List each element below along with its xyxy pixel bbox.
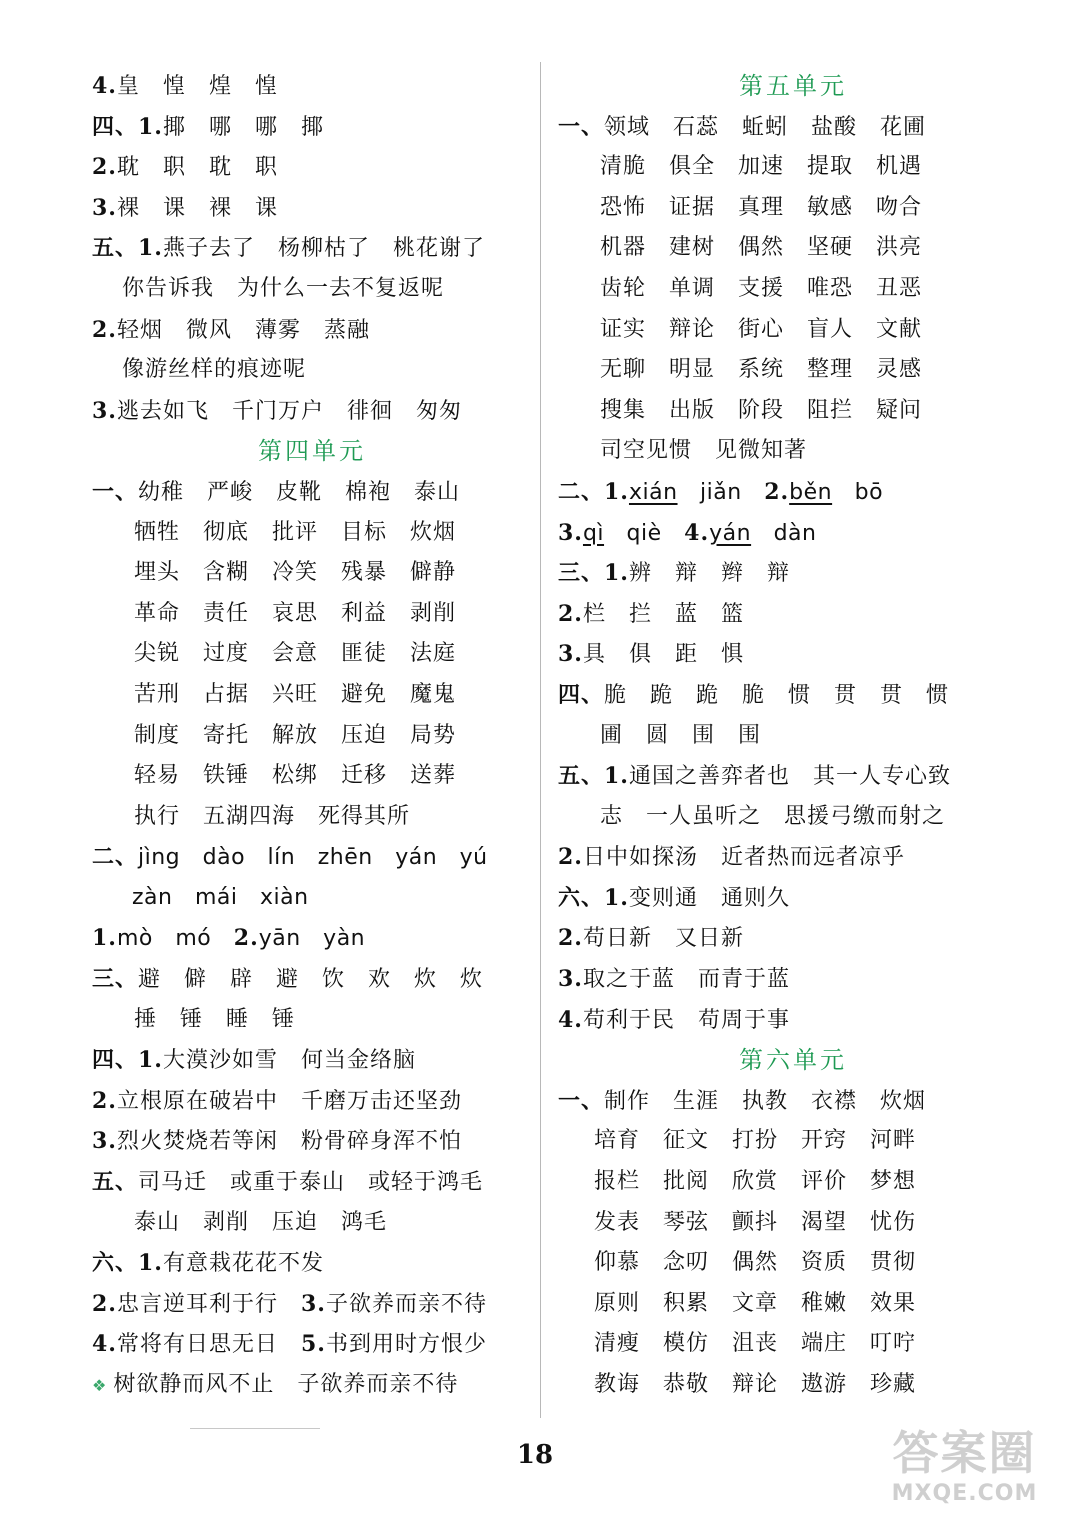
- answer-line: [558, 756, 1028, 797]
- answer-line: [92, 66, 532, 107]
- answer-text: 立根原在破岩中 千磨万击还坚劲: [116, 1088, 462, 1114]
- answer-line: [92, 1162, 532, 1203]
- answer-text: 树欲静而风不止 子欲养而亲不待: [113, 1372, 459, 1397]
- answer-line: [558, 1081, 1028, 1122]
- answer-text: 幼稚 严峻 皮靴 棉袍 泰山: [138, 479, 461, 505]
- answer-text: 栏 拦 蓝 篮: [582, 601, 744, 627]
- question-number: 六、1.: [92, 1250, 163, 1277]
- answer-text: jìng dào lín zhēn yán yú: [138, 845, 488, 871]
- answer-line: [558, 675, 1028, 716]
- answer-text: 你告诉我 为什么一去不复返呢: [122, 275, 445, 301]
- answer-text: 搜集 出版 阶段 阻拦 疑问: [600, 397, 923, 423]
- answer-line: [558, 634, 1028, 675]
- question-number: 4.: [558, 1006, 583, 1033]
- answer-line: [558, 837, 1028, 878]
- answer-line: [92, 837, 532, 878]
- answer-line: [92, 1081, 532, 1122]
- answer-text: 常将有日思无日: [116, 1332, 301, 1358]
- underlined-answer: yán: [709, 520, 752, 546]
- column-divider: [540, 62, 541, 1418]
- answer-text: jiǎn: [677, 479, 765, 505]
- question-number: 2.: [92, 316, 117, 343]
- answer-line: [92, 350, 532, 391]
- watermark-logo: [877, 1425, 1052, 1520]
- question-number: 2.: [92, 1290, 117, 1317]
- answer-line: [92, 959, 532, 1000]
- answer-line: [558, 350, 1028, 391]
- answer-text: 仰慕 念叨 偶然 资质 贯彻: [594, 1250, 917, 1276]
- answer-line: [92, 716, 532, 757]
- answer-line: [558, 188, 1028, 229]
- answer-text: 志 一人虽听之 思援弓缴而射之: [600, 803, 946, 829]
- answer-line: [92, 1203, 532, 1244]
- answer-text: 逃去如飞 千门万户 徘徊 匆匆: [116, 398, 462, 424]
- answer-line: [558, 1243, 1028, 1284]
- question-number: 1.: [92, 925, 117, 952]
- answer-text: 尖锐 过度 会意 匪徒 法庭: [134, 641, 457, 667]
- question-number: 四、1.: [92, 113, 163, 140]
- question-number: 二、: [92, 844, 139, 871]
- answer-text: 发表 琴弦 颤抖 渴望 忧伤: [594, 1209, 917, 1235]
- question-number: 一、: [92, 478, 139, 505]
- question-number: 3.: [558, 519, 583, 546]
- answer-text: 避 僻 辟 避 饮 欢 炊 炊: [138, 967, 484, 993]
- answer-text: 制度 寄托 解放 压迫 局势: [134, 722, 457, 748]
- answer-text: 轻易 铁锤 松绑 迁移 送葬: [134, 763, 457, 789]
- answer-text: 通国之善弈者也 其一人专心致: [628, 764, 951, 790]
- answer-line: [92, 594, 532, 635]
- answer-line: [558, 228, 1028, 269]
- answer-text: 司马迁 或重于泰山 或轻于鸿毛: [138, 1170, 484, 1196]
- answer-text: 清瘦 模仿 沮丧 端庄 叮咛: [594, 1331, 917, 1357]
- answer-line: [92, 878, 532, 919]
- answer-line: [92, 188, 532, 229]
- watermark-logo-text: 答案圈: [892, 1426, 1037, 1480]
- answer-text: 揶 哪 哪 揶: [162, 114, 324, 140]
- answer-text: 机器 建树 偶然 坚硬 洪亮: [600, 235, 923, 261]
- question-number: 2.: [92, 1087, 117, 1114]
- answer-line: [558, 147, 1028, 188]
- answer-line: [558, 269, 1028, 310]
- question-number: 四、: [558, 681, 605, 708]
- answer-text: 大漠沙如雪 何当金络脑: [162, 1048, 416, 1074]
- question-number: 2.: [558, 844, 583, 871]
- answer-text: 捶 锤 睡 锤: [134, 1006, 296, 1032]
- answer-text: 日中如探汤 近者热而远者凉乎: [582, 845, 905, 871]
- answer-text: 制作 生涯 执教 衣襟 炊烟: [604, 1088, 927, 1114]
- answer-text: 轻烟 微风 薄雾 蒸融: [116, 317, 370, 343]
- answer-text: 恐怖 证据 真理 敏感 吻合: [600, 194, 923, 220]
- answer-text: 耽 职 耽 职: [116, 155, 278, 181]
- answer-line: [558, 1324, 1028, 1365]
- answer-line: [558, 310, 1028, 351]
- answer-line: [92, 1121, 532, 1162]
- question-number: 三、: [92, 966, 139, 993]
- answer-line: [558, 1162, 1028, 1203]
- answer-text: bō: [832, 479, 884, 505]
- answer-text: 齿轮 单调 支援 唯恐 丑恶: [600, 275, 923, 301]
- answer-line: [558, 1121, 1028, 1162]
- answer-line: [558, 1000, 1028, 1041]
- underlined-answer: běn: [789, 479, 833, 505]
- section-heading: 第四单元: [258, 437, 366, 466]
- answer-line: [558, 1365, 1028, 1406]
- answer-text: 变则通 通则久: [628, 885, 790, 911]
- answer-text: 司空见惯 见微知著: [600, 438, 808, 464]
- question-number: 3.: [92, 194, 117, 221]
- answer-line: [558, 594, 1028, 635]
- answer-line: [92, 918, 532, 959]
- answer-line: [558, 716, 1028, 757]
- question-number: 一、: [558, 1087, 605, 1114]
- underlined-answer: xián: [628, 479, 678, 505]
- question-number: 3.: [92, 397, 117, 424]
- answer-line: [558, 878, 1028, 919]
- answer-text: 报栏 批阅 欣赏 评价 梦想: [594, 1169, 917, 1195]
- question-number: 2.: [558, 925, 583, 952]
- question-number: 3.: [558, 966, 583, 993]
- answer-text: 苟利于民 苟周于事: [582, 1007, 790, 1033]
- answer-text: mò mó: [116, 926, 234, 952]
- answer-line: [558, 1203, 1028, 1244]
- answer-line: [558, 472, 1028, 513]
- answer-line: [558, 797, 1028, 838]
- answer-text: zàn mái xiàn: [132, 884, 309, 910]
- answer-text: 脆 跪 跪 脆 惯 贯 贯 惯: [604, 682, 950, 708]
- question-number: 一、: [558, 113, 605, 140]
- question-number: 六、1.: [558, 884, 629, 911]
- question-number: 3.: [92, 1128, 117, 1155]
- answer-text: 执行 五湖四海 死得其所: [134, 803, 411, 829]
- answer-line: [558, 553, 1028, 594]
- answer-line: [558, 513, 1028, 554]
- answer-text: 有意栽花花不发: [162, 1251, 324, 1277]
- answer-text: 教诲 恭敬 辩论 遨游 珍藏: [594, 1372, 917, 1397]
- answer-line: [92, 797, 532, 838]
- question-number: 三、1.: [558, 560, 629, 587]
- answer-text: 燕子去了 杨柳枯了 桃花谢了: [162, 236, 485, 262]
- answer-text: dàn: [751, 520, 817, 546]
- answer-text: 书到用时方恨少: [325, 1332, 487, 1358]
- answer-line: [558, 107, 1028, 148]
- answer-line: [92, 634, 532, 675]
- answer-line: [92, 1324, 532, 1365]
- answer-text: 苦刑 占据 兴旺 避免 魔鬼: [134, 681, 457, 707]
- diamond-icon: ❖: [92, 1376, 108, 1395]
- answer-text: 革命 责任 哀思 利益 剥削: [134, 600, 457, 626]
- answer-text: 烈火焚烧若等闲 粉骨碎身浑不怕: [116, 1129, 462, 1155]
- answer-text: 培育 征文 打扮 开窍 河畔: [594, 1128, 917, 1154]
- answer-text: qiè: [604, 520, 685, 546]
- question-number: 四、1.: [92, 1047, 163, 1074]
- question-number: 5.: [300, 1331, 326, 1358]
- answer-text: 清脆 俱全 加速 提取 机遇: [600, 154, 923, 180]
- answer-text: 领域 石蕊 蚯蚓 盐酸 花圃: [604, 114, 927, 140]
- answer-text: yān yàn: [258, 926, 366, 952]
- answer-line: [558, 959, 1028, 1000]
- answer-line: [92, 513, 532, 554]
- left-column: [92, 66, 532, 1406]
- answer-line: [92, 269, 532, 310]
- question-number: 二、1.: [558, 478, 629, 505]
- answer-line: [92, 472, 532, 513]
- question-number: 五、: [92, 1169, 139, 1196]
- answer-text: 子欲养而亲不待: [325, 1291, 487, 1317]
- answer-text: 无聊 明显 系统 整理 灵感: [600, 357, 923, 383]
- answer-line: [92, 1365, 532, 1406]
- answer-text: 皇 惶 煌 惶: [116, 74, 278, 99]
- section-heading: 第五单元: [739, 72, 847, 100]
- answer-line: [92, 391, 532, 432]
- answer-line: [92, 756, 532, 797]
- answer-text: 证实 辩论 街心 盲人 文献: [600, 316, 923, 342]
- question-number: 3.: [558, 641, 583, 668]
- answer-line: [92, 1040, 532, 1081]
- question-number: 4.: [92, 1331, 117, 1358]
- answer-line: [558, 918, 1028, 959]
- underlined-answer: qì: [582, 520, 605, 546]
- answer-line: [92, 675, 532, 716]
- answer-text: 取之于蓝 而青于蓝: [582, 967, 790, 993]
- answer-line: [92, 147, 532, 188]
- answer-text: 泰山 剥削 压迫 鸿毛: [134, 1209, 388, 1235]
- question-number: 4.: [92, 73, 117, 99]
- page-number: 18: [516, 1440, 554, 1470]
- footer-rule: [190, 1428, 320, 1429]
- question-number: 2.: [558, 600, 583, 627]
- question-number: 五、1.: [558, 763, 629, 790]
- answer-text: 辨 辩 辫 辩: [628, 561, 790, 587]
- question-number: 3.: [300, 1290, 326, 1317]
- answer-text: 苟日新 又日新: [582, 926, 744, 952]
- answer-text: 原则 积累 文章 稚嫩 效果: [594, 1290, 917, 1316]
- answer-text: 圃 圆 围 围: [600, 722, 762, 748]
- answer-text: 牺牲 彻底 批评 目标 炊烟: [134, 519, 457, 545]
- question-number: 五、1.: [92, 235, 163, 262]
- question-number: 4.: [684, 519, 710, 546]
- answer-line: [92, 1284, 532, 1325]
- answer-line: [92, 1243, 532, 1284]
- answer-text: 忠言逆耳利于行: [116, 1291, 301, 1317]
- answer-line: [558, 1284, 1028, 1325]
- answer-line: [558, 391, 1028, 432]
- question-number: 2.: [92, 154, 117, 181]
- answer-text: 裸 课 裸 课: [116, 195, 278, 221]
- answer-text: 像游丝样的痕迹呢: [122, 357, 307, 383]
- section-heading: 第六单元: [739, 1046, 847, 1075]
- answer-text: 具 俱 距 惧: [582, 642, 744, 668]
- answer-line: [558, 431, 1028, 472]
- question-number: 2.: [764, 478, 790, 505]
- answer-line: [92, 1000, 532, 1041]
- answer-text: 埋头 含糊 冷笑 残暴 僻静: [134, 560, 457, 586]
- answer-line: [92, 310, 532, 351]
- watermark-url: MXQE.COM: [891, 1481, 1038, 1506]
- answer-line: [92, 107, 532, 148]
- right-column: [558, 66, 1028, 1406]
- answer-line: [92, 553, 532, 594]
- answer-line: [92, 228, 532, 269]
- question-number: 2.: [233, 925, 259, 952]
